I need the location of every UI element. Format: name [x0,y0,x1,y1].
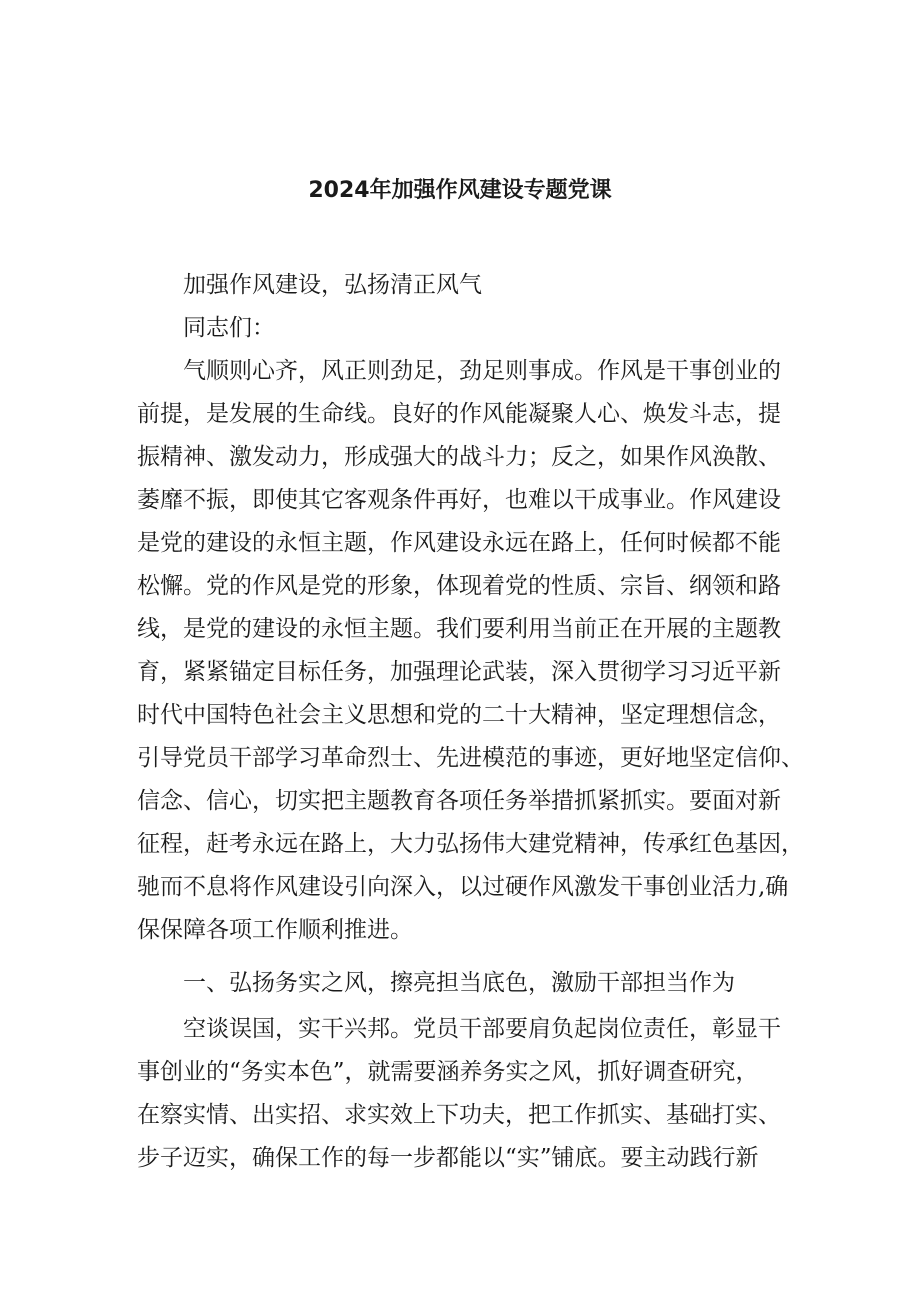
paragraph-line: 萎靡不振，即使其它客观条件再好，也难以干成事业。作风建设 [137,487,781,513]
paragraph-line: 振精神、激发动力，形成强大的战斗力；反之，如果作风涣散、 [137,444,781,470]
section-heading: 一、弘扬务实之风，擦亮担当底色，激励干部担当作为 [183,970,735,996]
paragraph-line: 前提，是发展的生命线。良好的作风能凝聚人心、焕发斗志，提 [137,401,781,427]
paragraph-line: 时代中国特色社会主义思想和党的二十大精神，坚定理想信念， [137,702,781,728]
paragraph-line: 引导党员干部学习革命烈士、先进模范的事迹，更好地坚定信仰、 [137,745,804,771]
paragraph-line: 在察实情、出实招、求实效上下功夫，把工作抓实、基础打实、 [137,1102,781,1128]
paragraph-line: 松懈。党的作风是党的形象，体现着党的性质、宗旨、纲领和路 [137,573,781,599]
document-title: 2024年加强作风建设专题党课 [308,178,612,203]
salutation: 同志们： [183,315,275,341]
section-1-paragraph [137,1008,797,1180]
paragraph-line: 驰而不息将作风建设引向深入，以过硬作风激发干事创业活力,确 [137,874,789,900]
paragraph-line: 线，是党的建设的永恒主题。我们要利用当前正在开展的主题教 [137,616,781,642]
subtitle: 加强作风建设，弘扬清正风气 [183,272,482,298]
paragraph-line: 育，紧紧锚定目标任务，加强理论武装，深入贯彻学习习近平新 [137,659,781,685]
paragraph-line: 保保障各项工作顺利推进。 [137,917,413,943]
document-body [137,264,804,1180]
intro-paragraph [137,350,804,952]
paragraph-line: 是党的建设的永恒主题，作风建设永远在路上，任何时候都不能 [137,530,781,556]
paragraph-line: 空谈误国，实干兴邦。党员干部要肩负起岗位责任，彰显干 [183,1016,781,1042]
paragraph-line: 步子迈实，确保工作的每一步都能以“实”铺底。要主动践行新 [137,1145,759,1171]
paragraph-line: 信念、信心，切实把主题教育各项任务举措抓紧抓实。要面对新 [137,788,781,814]
paragraph-line: 事创业的“务实本色”，就需要涵养务实之风，抓好调查研究， [137,1059,759,1085]
paragraph-line: 征程，赶考永远在路上，大力弘扬伟大建党精神，传承红色基因， [137,831,804,857]
paragraph-line: 气顺则心齐，风正则劲足，劲足则事成。作风是干事创业的 [183,358,781,384]
